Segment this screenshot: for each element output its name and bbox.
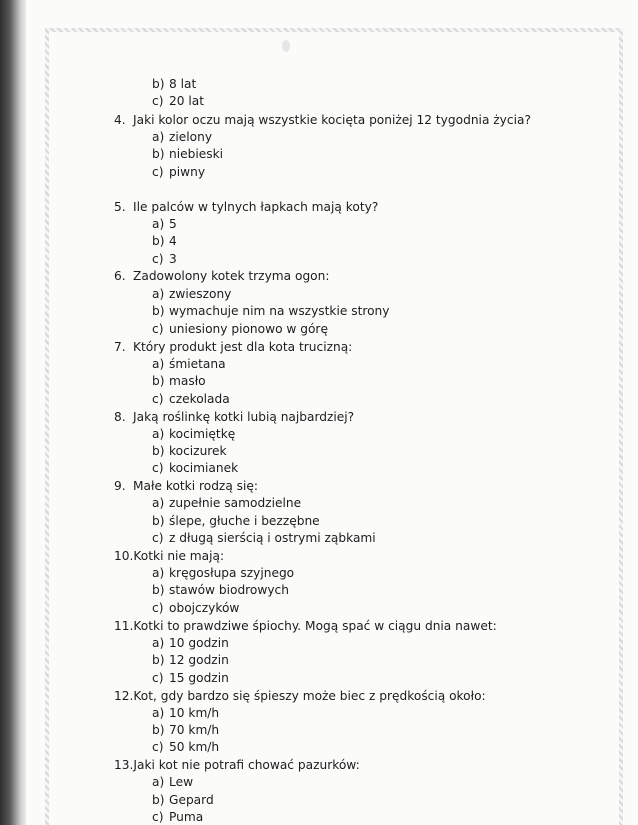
option-letter: c) [152, 392, 164, 406]
option-text: stawów biodrowych [169, 583, 289, 597]
option-text: czekolada [169, 392, 230, 406]
answer-option [152, 146, 223, 162]
answer-option [152, 792, 214, 808]
option-letter: b) [152, 514, 165, 528]
answer-option [152, 303, 390, 319]
question-line [114, 409, 354, 425]
option-text: 10 godzin [169, 636, 229, 650]
option-text: niebieski [169, 147, 224, 161]
answer-option [152, 443, 227, 459]
question-line [114, 478, 258, 494]
option-text: Lew [169, 775, 194, 789]
option-letter: c) [152, 461, 164, 475]
question-line [114, 688, 486, 704]
option-letter: a) [152, 775, 165, 789]
answer-option [152, 774, 193, 790]
answer-option [152, 233, 177, 249]
question-number: 8. [114, 410, 126, 424]
question-text: Jaką roślinkę kotki lubią najbardziej? [133, 410, 355, 424]
question-number: 4. [114, 113, 126, 127]
option-text: kręgosłupa szyjnego [169, 566, 295, 580]
answer-option [152, 582, 289, 598]
option-text: 10 km/h [169, 706, 220, 720]
option-text: wymachuje nim na wszystkie strony [169, 304, 390, 318]
option-text: 5 [169, 217, 177, 231]
question-line [114, 199, 378, 215]
option-text: uniesiony pionowo w górę [169, 322, 328, 336]
option-text: 8 lat [169, 77, 197, 91]
question-text: Który produkt jest dla kota trucizną: [133, 340, 353, 354]
question-text: Jaki kot nie potrafi chować pazurków: [133, 758, 360, 772]
option-text: 4 [169, 234, 177, 248]
option-text: Gepard [169, 793, 214, 807]
option-text: zupełnie samodzielne [169, 496, 302, 510]
answer-option [152, 635, 229, 651]
option-letter: a) [152, 357, 165, 371]
option-text: masło [169, 374, 206, 388]
option-letter: a) [152, 496, 165, 510]
option-letter: c) [152, 531, 164, 545]
option-text: zielony [169, 130, 213, 144]
option-letter: b) [152, 234, 165, 248]
question-line [114, 112, 531, 128]
option-letter: a) [152, 636, 165, 650]
question-number: 7. [114, 340, 126, 354]
option-text: obojczyków [169, 601, 240, 615]
option-letter: b) [152, 77, 165, 91]
answer-option [152, 513, 320, 529]
question-line [114, 548, 224, 564]
question-text: Jaki kolor oczu mają wszystkie kocięta poniżej 12 tygodnia życia? [133, 113, 531, 127]
answer-option [152, 426, 235, 442]
question-number: 9. [114, 479, 126, 493]
option-letter: c) [152, 165, 164, 179]
answer-option [152, 164, 205, 180]
answer-option [152, 530, 376, 546]
answer-option [152, 600, 239, 616]
question-text: Kot, gdy bardzo się śpieszy może biec z prędkością około: [133, 689, 486, 703]
answer-option [152, 809, 203, 825]
option-letter: a) [152, 130, 165, 144]
option-text: 70 km/h [169, 723, 220, 737]
question-number: 13. [114, 758, 134, 772]
question-number: 5. [114, 200, 126, 214]
answer-option [152, 565, 294, 581]
answer-option [152, 216, 177, 232]
option-letter: a) [152, 217, 165, 231]
question-text: Małe kotki rodzą się: [133, 479, 259, 493]
option-letter: b) [152, 444, 165, 458]
answer-option [152, 670, 229, 686]
question-line [114, 757, 360, 773]
option-letter: a) [152, 427, 165, 441]
option-text: 50 km/h [169, 740, 220, 754]
question-number: 11. [114, 619, 134, 633]
option-text: Puma [169, 810, 204, 824]
answer-option [152, 129, 212, 145]
option-letter: c) [152, 322, 164, 336]
answer-option [152, 495, 301, 511]
option-text: 12 godzin [169, 653, 229, 667]
option-letter: c) [152, 810, 164, 824]
option-text: zwieszony [169, 287, 232, 301]
answer-option [152, 739, 219, 755]
option-text: 3 [169, 252, 177, 266]
answer-option [152, 705, 219, 721]
option-letter: c) [152, 252, 164, 266]
option-letter: c) [152, 740, 164, 754]
option-text: kocimiętkę [169, 427, 236, 441]
answer-option [152, 356, 226, 372]
question-line [114, 268, 329, 284]
option-text: kocizurek [169, 444, 227, 458]
question-number: 12. [114, 689, 134, 703]
question-line [114, 339, 352, 355]
option-letter: a) [152, 566, 165, 580]
option-letter: a) [152, 706, 165, 720]
answer-option [152, 93, 204, 109]
question-line [114, 618, 497, 634]
option-text: 20 lat [169, 94, 205, 108]
option-letter: c) [152, 94, 164, 108]
option-text: śmietana [169, 357, 226, 371]
question-text: Ile palców w tylnych łapkach mają koty? [133, 200, 379, 214]
question-number: 6. [114, 269, 126, 283]
option-letter: a) [152, 287, 165, 301]
answer-option [152, 251, 177, 267]
answer-option [152, 286, 231, 302]
option-letter: c) [152, 671, 164, 685]
answer-option [152, 460, 238, 476]
answer-option [152, 321, 328, 337]
answer-option [152, 722, 219, 738]
question-text: Zadowolony kotek trzyma ogon: [133, 269, 330, 283]
option-letter: b) [152, 304, 165, 318]
option-text: piwny [169, 165, 206, 179]
answer-option [152, 391, 230, 407]
option-text: kocimianek [169, 461, 239, 475]
answer-option [152, 76, 196, 92]
answer-option [152, 373, 206, 389]
option-letter: b) [152, 147, 165, 161]
answer-option [152, 652, 229, 668]
option-letter: c) [152, 601, 164, 615]
option-text: 15 godzin [169, 671, 229, 685]
question-text: Kotki nie mają: [133, 549, 225, 563]
question-number: 10. [114, 549, 134, 563]
option-letter: b) [152, 653, 165, 667]
question-text: Kotki to prawdziwe śpiochy. Mogą spać w ciągu dnia nawet: [133, 619, 497, 633]
option-letter: b) [152, 793, 165, 807]
option-text: ślepe, głuche i bezzębne [169, 514, 320, 528]
option-text: z długą sierścią i ostrymi ząbkami [169, 531, 376, 545]
option-letter: b) [152, 583, 165, 597]
option-letter: b) [152, 374, 165, 388]
option-letter: b) [152, 723, 165, 737]
